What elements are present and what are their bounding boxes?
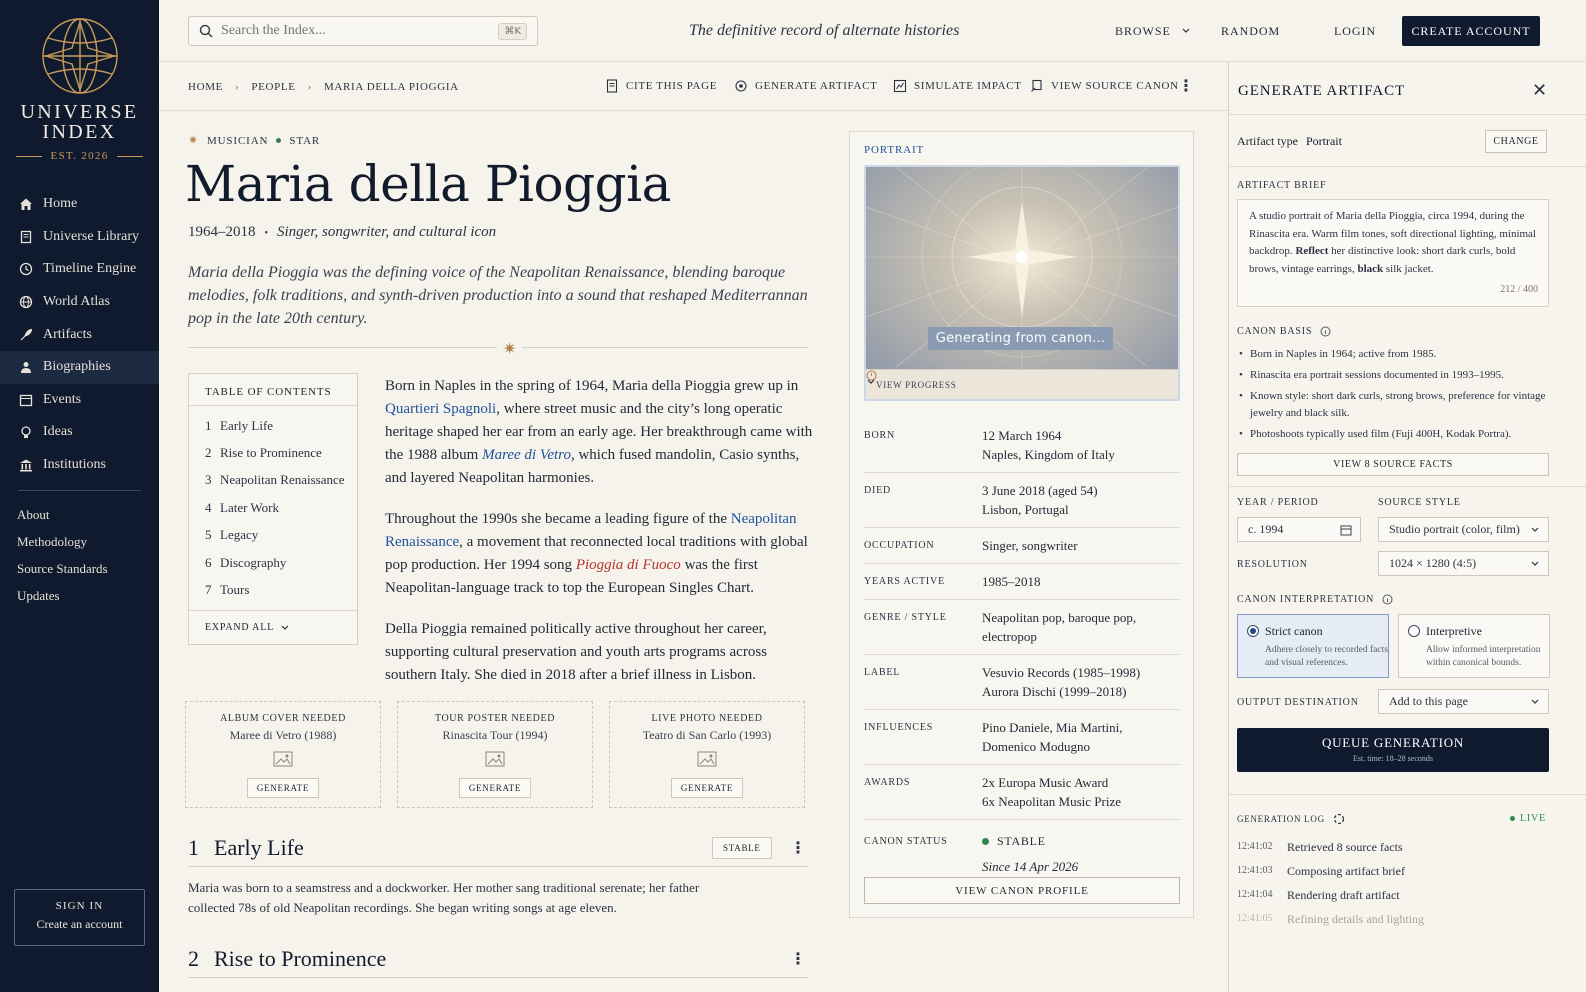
breadcrumb-current: MARIA DELLA PIOGGIA xyxy=(323,81,459,93)
panel-divider xyxy=(1229,166,1586,167)
logo-title: UNIVERSE INDEX xyxy=(20,101,139,143)
paragraph: Born in Naples in the spring of 1964, Maria della Pioggia grew up in Quartieri Spagnoli, where street music and the city’s long operatic heritage shaped her ear from an early age. Her breakthrough came with the 1988 album Maree di Vetro, which fused mandolin, Casio synths, and layered Neapolitan harmonies. xyxy=(385,378,813,486)
fact-occupation: OCCUPATION Singer, songwriter xyxy=(864,528,1180,564)
toc-item-neapolitan-renaissance[interactable]: 3 Neapolitan Renaissance xyxy=(205,472,345,488)
toc-item-rise-to-prominence[interactable]: 2 Rise to Prominence xyxy=(205,445,322,461)
portrait-preview[interactable] xyxy=(864,165,1180,401)
toc-heading: TABLE OF CONTENTS xyxy=(189,374,357,406)
sidebar-item-universe-library[interactable]: Universe Library xyxy=(0,221,159,254)
random-link[interactable]: RANDOM xyxy=(1221,24,1281,38)
sidebar-item-institutions[interactable]: Institutions xyxy=(0,449,159,482)
breadcrumb-separator: › xyxy=(307,81,312,93)
article-tags xyxy=(188,133,320,148)
calendar-icon xyxy=(1340,524,1352,536)
radio-unselected[interactable] xyxy=(1408,625,1420,637)
chevron-down-icon xyxy=(280,624,290,632)
fact-influences: INFLUENCES Pino Daniele, Mia Martini, Domenico Modugno xyxy=(864,710,1180,765)
section-divider xyxy=(188,866,808,867)
create-account-button[interactable]: CREATE ACCOUNT xyxy=(1402,16,1540,46)
interpretation-label: CANON INTERPRETATION xyxy=(1237,594,1393,605)
lifespan: 1964–2018 • Singer, songwriter, and cultural icon xyxy=(188,224,497,240)
search-icon xyxy=(199,24,213,38)
tag-star[interactable]: STAR xyxy=(289,134,321,147)
section-menu-icon[interactable]: ⋮ xyxy=(790,949,806,968)
sign-in-button[interactable] xyxy=(14,889,145,946)
chevron-down-icon xyxy=(1530,698,1540,706)
year-input[interactable]: c. 1994 xyxy=(1237,517,1361,542)
source-style-select[interactable]: Studio portrait (color, film) xyxy=(1378,517,1549,542)
generating-starburst-image xyxy=(866,167,1178,399)
stable-badge[interactable]: STABLE xyxy=(712,837,772,859)
sidebar-item-timeline-engine[interactable]: Timeline Engine xyxy=(0,253,159,286)
tagline: The definitive record of alternate histories xyxy=(689,22,960,39)
article-body xyxy=(385,375,813,705)
style-label: SOURCE STYLE xyxy=(1378,497,1461,508)
sidebar-link-source-standards[interactable]: Source Standards xyxy=(17,560,108,576)
table-of-contents xyxy=(188,373,358,645)
list-item: • Known style: short dark curls, strong brows, preference for vintage jewelry and black silk. xyxy=(1237,388,1549,422)
fact-years-active: YEARS ACTIVE 1985–2018 xyxy=(864,564,1180,600)
list-item: • Born in Naples in 1964; active from 1985. xyxy=(1237,346,1549,363)
artifact-needed-card: ALBUM COVER NEEDED Maree di Vetro (1988) GENERATE xyxy=(185,701,381,808)
status-dot xyxy=(982,838,989,845)
toc-item-tours[interactable]: 7 Tours xyxy=(205,582,250,598)
info-icon[interactable] xyxy=(1382,594,1393,605)
simulate-impact-button[interactable]: SIMULATE IMPACT xyxy=(893,79,1022,93)
quill-icon xyxy=(18,327,34,343)
logo-est: EST. 2026 xyxy=(0,150,159,162)
sidebar-item-events[interactable]: Events xyxy=(0,384,159,417)
generate-button[interactable]: GENERATE xyxy=(247,778,319,798)
infobox-facts xyxy=(864,418,1180,884)
strict-canon-option[interactable]: Strict canon Adhere closely to recorded facts and visual references. xyxy=(1237,614,1389,678)
interpretive-option[interactable]: Interpretive Allow informed interpretation within canonical bounds. xyxy=(1398,614,1550,678)
breadcrumb-separator: › xyxy=(235,81,240,93)
log-entry: 12:41:04 Rendering draft artifact xyxy=(1237,888,1400,902)
generating-status: Generating from canon... xyxy=(928,327,1113,350)
radio-selected[interactable] xyxy=(1247,625,1259,637)
sidebar-link-about[interactable]: About xyxy=(17,506,50,522)
fact-awards: AWARDS 2x Europa Music Award 6x Neapolitan Music Prize xyxy=(864,765,1180,820)
view-source-canon-button[interactable]: VIEW SOURCE CANON xyxy=(1030,79,1179,93)
generate-button[interactable]: GENERATE xyxy=(671,778,743,798)
document-icon xyxy=(605,79,619,93)
source-icon xyxy=(1030,79,1044,93)
year-label: YEAR / PERIOD xyxy=(1237,497,1319,508)
fact-label: LABEL Vesuvio Records (1985–1998) Aurora Dischi (1999–2018) xyxy=(864,655,1180,710)
destination-label: OUTPUT DESTINATION xyxy=(1237,697,1359,708)
breadcrumb-people[interactable]: PEOPLE xyxy=(251,81,296,93)
brief-label: ARTIFACT BRIEF xyxy=(1237,180,1327,191)
log-entry: 12:41:05 Refining details and lighting xyxy=(1237,912,1424,926)
sidebar-link-updates[interactable]: Updates xyxy=(17,587,60,603)
sidebar-nav xyxy=(0,188,159,609)
toc-item-discography[interactable]: 6 Discography xyxy=(205,554,287,570)
browse-menu[interactable]: BROWSE xyxy=(1115,24,1191,39)
change-type-button[interactable]: CHANGE xyxy=(1485,130,1547,153)
nav-divider xyxy=(18,490,141,491)
star-icon: ✷ xyxy=(188,133,199,147)
building-icon xyxy=(18,457,34,473)
create-account-link[interactable]: Create an account xyxy=(36,917,123,931)
chevron-down-icon xyxy=(1530,526,1540,534)
sparkle-gear-icon xyxy=(734,79,748,93)
more-options-icon[interactable]: ⋮ xyxy=(1178,76,1194,95)
lightbulb-icon xyxy=(18,424,34,440)
breadcrumb-home[interactable]: HOME xyxy=(188,81,224,93)
sidebar-link-methodology[interactable]: Methodology xyxy=(17,533,88,549)
tag-dot xyxy=(276,138,281,143)
generation-log-label: GENERATION LOG xyxy=(1237,813,1345,825)
artifact-brief-textarea[interactable]: A studio portrait of Maria della Pioggia, circa 1994, during the Rinascita era. Warm film tones, soft directional lighting, minimal backdrop. Reflect her distinctive look: short dark curls, bold brows, vintage earrings, black silk jacket. 212 / 400 xyxy=(1237,199,1549,307)
view-source-facts-button[interactable]: VIEW 8 SOURCE FACTS xyxy=(1237,453,1549,476)
queue-generation-button[interactable]: QUEUE GENERATION Est. time: 18–28 seconds xyxy=(1237,728,1549,772)
resolution-select[interactable]: 1024 × 1280 (4:5) xyxy=(1378,551,1549,576)
paragraph: Throughout the 1990s she became a leading figure of the Neapolitan Renaissance, a movement that reconnected local traditions with global pop production. Her 1994 song Pioggia di Fuoco was the first Neapolitan-language track to top the European Singles Chart. xyxy=(385,511,808,596)
generate-artifact-panel xyxy=(1228,62,1586,992)
resolution-label: RESOLUTION xyxy=(1237,559,1308,570)
infobox-heading: PORTRAIT xyxy=(864,144,925,156)
shortcut-hint: ⌘K xyxy=(498,23,527,40)
toc-expand-all[interactable]: EXPAND ALL xyxy=(189,610,357,644)
image-placeholder-icon xyxy=(697,751,717,767)
section-text: Maria was born to a seamstress and a dockworker. Her mother sang traditional serenate; her father collected 78s of old Neapolitan recordings. She began writing songs at age eleven. xyxy=(188,880,700,915)
fact-died: DIED 3 June 2018 (aged 54) Lisbon, Portugal xyxy=(864,473,1180,528)
cite-page-button[interactable]: CITE THIS PAGE xyxy=(605,79,717,93)
image-placeholder-icon xyxy=(485,751,505,767)
panel-divider xyxy=(1229,486,1586,487)
sidebar-item-home[interactable]: Home xyxy=(0,188,159,221)
link-pioggia-di-fuoco[interactable]: Pioggia di Fuoco xyxy=(575,557,681,573)
log-entry: 12:41:03 Composing artifact brief xyxy=(1237,864,1405,878)
panel-divider xyxy=(1229,794,1586,795)
char-count: 212 / 400 xyxy=(1500,283,1538,295)
paragraph: Della Pioggia remained politically active throughout her career, supporting cultural preservation and youth arts programs across southern Italy. She died in 2018 after a brief illness in Lisbon. xyxy=(385,621,767,683)
chevron-down-icon xyxy=(866,378,876,386)
breadcrumb-bar xyxy=(159,62,1228,111)
page-title: Maria della Pioggia xyxy=(185,155,671,213)
canon-basis-list xyxy=(1237,346,1549,447)
section-menu-icon[interactable]: ⋮ xyxy=(790,838,806,857)
chart-icon xyxy=(893,79,907,93)
list-item: • Photoshoots typically used film (Fuji 400H, Kodak Portra). xyxy=(1237,426,1549,443)
link-quartieri-spagnoli[interactable]: Quartieri Spagnoli xyxy=(385,401,497,417)
fact-born: BORN 12 March 1964 Naples, Kingdom of Italy xyxy=(864,418,1180,473)
live-indicator: LIVE xyxy=(1510,813,1546,824)
top-bar xyxy=(159,0,1586,62)
panel-title: GENERATE ARTIFACT xyxy=(1238,83,1406,99)
sidebar-item-artifacts[interactable]: Artifacts xyxy=(0,318,159,351)
article xyxy=(159,111,828,992)
globe-icon xyxy=(18,294,34,310)
output-destination-select[interactable]: Add to this page xyxy=(1378,689,1549,714)
close-icon[interactable]: ✕ xyxy=(1532,80,1548,101)
breadcrumb xyxy=(188,81,459,93)
sidebar-item-biographies[interactable]: Biographies xyxy=(0,351,159,384)
panel-divider xyxy=(1229,114,1586,115)
ornament-star-icon: ✷ xyxy=(497,339,522,359)
toc-item-legacy[interactable]: 5 Legacy xyxy=(205,527,259,543)
log-entry: 12:41:02 Retrieved 8 source facts xyxy=(1237,840,1403,854)
link-neapolitan-renaissance[interactable]: Neapolitan Renaissance xyxy=(385,511,797,550)
chevron-down-icon xyxy=(1530,560,1540,568)
link-maree-di-vetro[interactable]: Maree di Vetro xyxy=(482,447,571,463)
view-progress-toggle[interactable]: VIEW PROGRESS xyxy=(866,369,1178,399)
lede: Maria della Pioggia was the defining voice of the Neapolitan Renaissance, blending baroque melodies, folk traditions, and synth-driven production into a sound that reshaped Mediterrannan pop in the late 20th century. xyxy=(188,264,808,327)
image-placeholder-icon xyxy=(273,751,293,767)
view-canon-profile-button[interactable]: VIEW CANON PROFILE xyxy=(864,877,1180,904)
section-heading-rise-to-prominence: 2 Rise to Prominence xyxy=(188,946,387,971)
info-icon[interactable] xyxy=(1320,326,1331,337)
artifact-type: Artifact type Portrait xyxy=(1237,134,1342,148)
sign-in-label: SIGN IN xyxy=(55,900,104,912)
fact-canon-status: CANON STATUS STABLE Since 14 Apr 2026 xyxy=(864,834,1079,874)
generate-button[interactable]: GENERATE xyxy=(459,778,531,798)
logo[interactable] xyxy=(0,16,159,162)
status-badge: STABLE xyxy=(982,832,1078,851)
home-icon xyxy=(18,196,34,212)
sidebar xyxy=(0,0,159,992)
chevron-down-icon xyxy=(1181,27,1191,35)
compass-globe-icon xyxy=(40,16,120,96)
book-icon xyxy=(18,229,34,245)
section-divider xyxy=(188,977,808,978)
toc-item-early-life[interactable]: 1 Early Life xyxy=(205,417,274,433)
toc-item-later-work[interactable]: 4 Later Work xyxy=(205,499,279,515)
sidebar-item-world-atlas[interactable]: World Atlas xyxy=(0,286,159,319)
artifact-needed-card: LIVE PHOTO NEEDED Teatro di San Carlo (1993) GENERATE xyxy=(609,701,805,808)
generate-artifact-button[interactable]: GENERATE ARTIFACT xyxy=(734,79,878,93)
list-item: • Rinascita era portrait sessions documented in 1993–1995. xyxy=(1237,367,1549,384)
canon-basis-label: CANON BASIS xyxy=(1237,326,1331,337)
fact-genre: GENRE / STYLE Neapolitan pop, baroque pop, electropop xyxy=(864,600,1180,655)
section-heading-early-life: 1 Early Life xyxy=(188,835,304,860)
login-link[interactable]: LOGIN xyxy=(1334,24,1377,38)
infobox xyxy=(849,131,1194,918)
artifact-needed-card: TOUR POSTER NEEDED Rinascita Tour (1994) GENERATE xyxy=(397,701,593,808)
person-icon xyxy=(18,359,34,375)
calendar-icon xyxy=(18,392,34,408)
search-input[interactable] xyxy=(221,23,498,39)
timeline-icon xyxy=(18,261,34,277)
spinner-icon xyxy=(1333,813,1345,825)
search-box[interactable] xyxy=(188,16,538,46)
sidebar-item-ideas[interactable]: Ideas xyxy=(0,416,159,449)
tag-musician[interactable]: MUSICIAN xyxy=(206,134,269,147)
